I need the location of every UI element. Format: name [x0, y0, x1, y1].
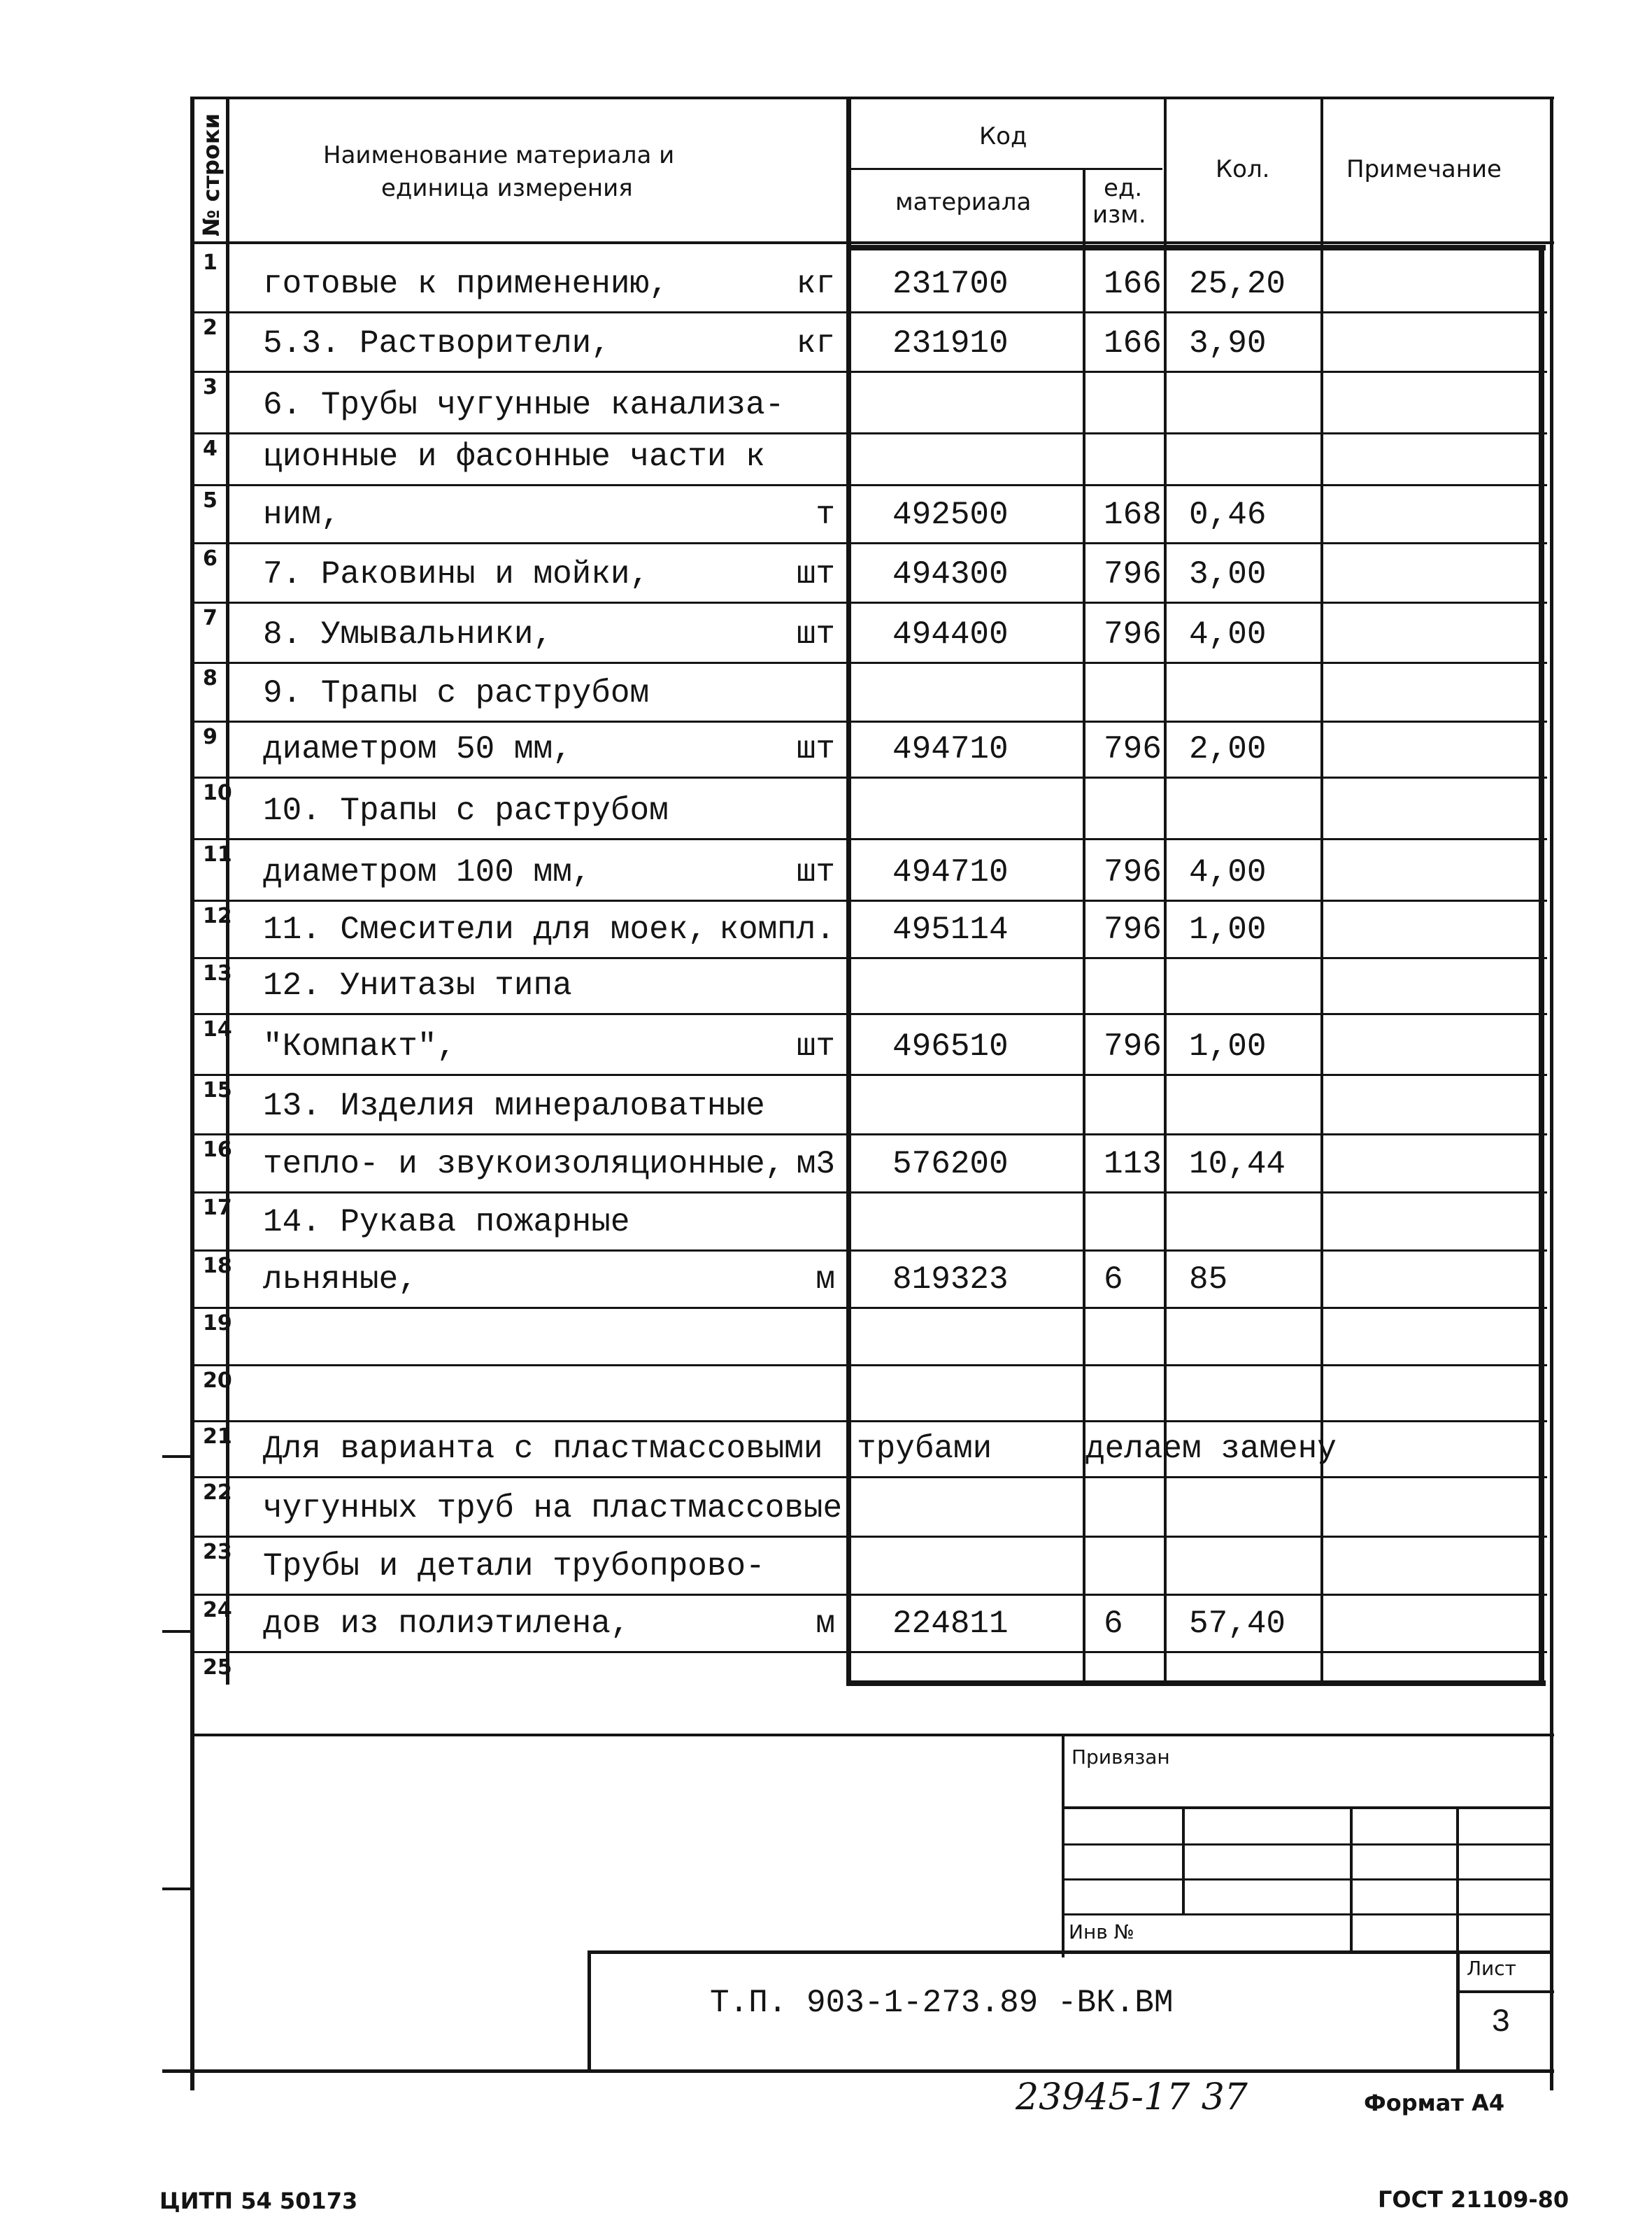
row-number: 10	[203, 781, 232, 805]
unit-name: шт	[796, 616, 835, 653]
row-separator	[190, 484, 1547, 486]
row-separator	[190, 1651, 1547, 1653]
row-separator	[190, 662, 1547, 664]
title-box-left	[588, 1950, 591, 2071]
unit-code: 796	[1104, 912, 1162, 948]
stamp-grid-h3	[1062, 1913, 1551, 1915]
row-separator	[190, 602, 1547, 604]
code-sub-line	[848, 168, 1162, 170]
material-name: 7. Раковины и мойки,	[263, 556, 650, 593]
note-header: Примечание	[1346, 155, 1502, 183]
material-name: Трубы и детали трубопрово-	[263, 1548, 765, 1585]
material-code: 231910	[892, 325, 1009, 362]
quantity: 1,00	[1189, 912, 1267, 948]
material-code: 819323	[892, 1261, 1009, 1298]
unit-name: компл.	[719, 912, 835, 948]
stamp-band-top	[190, 1734, 1554, 1736]
row-number: 4	[203, 437, 218, 461]
material-name: диаметром 50 мм,	[263, 731, 572, 767]
row-separator	[190, 432, 1547, 434]
row-number: 8	[203, 666, 218, 690]
row-separator	[190, 1364, 1547, 1366]
row-number: 18	[203, 1254, 232, 1278]
material-name: 11. Смесители для моек,	[263, 912, 707, 948]
row-number: 23	[203, 1540, 232, 1564]
material-name: тепло- и звукоизоляционные,	[263, 1146, 785, 1182]
unit-code: 796	[1104, 854, 1162, 891]
row-separator	[190, 838, 1547, 840]
unit-code: 6	[1104, 1261, 1123, 1298]
row-number: 1	[203, 250, 218, 275]
row-number: 11	[203, 842, 232, 867]
stamp-grid-v1	[1182, 1806, 1185, 1915]
name-header-line-2: единица измерения	[381, 174, 633, 202]
frame-bottom	[162, 2069, 1554, 2073]
row-separator	[190, 900, 1547, 902]
unit-header-2: изм.	[1092, 201, 1146, 229]
row-separator	[190, 1476, 1547, 1478]
material-name: готовые к применению,	[263, 266, 669, 302]
stamp-grid-v2	[1350, 1806, 1353, 1953]
material-code: 496510	[892, 1028, 1009, 1065]
material-code: 492500	[892, 497, 1009, 533]
row-number: 22	[203, 1480, 232, 1505]
data-frame-right	[1539, 245, 1544, 1686]
quantity: 1,00	[1189, 1028, 1267, 1065]
material-name: 5.3. Растворители,	[263, 325, 611, 362]
row-separator	[190, 1013, 1547, 1015]
stamp-grid-h2	[1062, 1878, 1551, 1881]
material-header: материала	[895, 188, 1032, 216]
material-name: диаметром 100 мм,	[263, 854, 592, 891]
material-code: 494710	[892, 854, 1009, 891]
row-number: 12	[203, 904, 232, 928]
unit-name: т	[816, 497, 835, 533]
data-frame-top	[846, 245, 1546, 250]
unit-name: шт	[796, 556, 835, 593]
row-separator	[190, 1133, 1547, 1135]
row-number: 17	[203, 1196, 232, 1220]
material-name: льняные,	[263, 1261, 418, 1298]
unit-code: 796	[1104, 616, 1162, 653]
row-number: 19	[203, 1311, 232, 1336]
material-name: 10. Трапы с раструбом	[263, 793, 669, 829]
title-box-top	[588, 1950, 1553, 1954]
unit-code: 166	[1104, 325, 1162, 362]
unit-name: шт	[796, 854, 835, 891]
row-number: 16	[203, 1138, 232, 1162]
unit-code: 796	[1104, 1028, 1162, 1065]
row-separator	[190, 542, 1547, 544]
row-number: 3	[203, 375, 218, 399]
row-separator	[190, 777, 1547, 779]
material-name: 13. Изделия минераловатные	[263, 1088, 765, 1124]
row-number: 21	[203, 1424, 232, 1449]
material-code: 576200	[892, 1146, 1009, 1182]
quantity: 3,00	[1189, 556, 1267, 593]
material-name: ционные и фасонные части к	[263, 439, 765, 475]
bound-label: Привязан	[1071, 1745, 1170, 1769]
stamp-bound-line	[1062, 1806, 1551, 1809]
margin-tick-1	[162, 1455, 194, 1458]
qty-header: Кол.	[1216, 155, 1270, 183]
row-separator	[190, 1191, 1547, 1194]
material-code: трубами	[857, 1431, 992, 1467]
name-header-line-1: Наименование материала и	[323, 141, 675, 169]
row-number: 15	[203, 1078, 232, 1103]
unit-name: м	[816, 1261, 835, 1298]
unit-name: м	[816, 1606, 835, 1642]
row-number: 20	[203, 1368, 232, 1393]
stamp-grid-h1	[1062, 1843, 1551, 1846]
material-name: 6. Трубы чугунные канализа-	[263, 387, 785, 423]
row-separator	[190, 1420, 1547, 1422]
col-name-line	[846, 97, 851, 1685]
margin-tick-3	[162, 1888, 194, 1890]
row-number: 5	[203, 488, 218, 513]
material-code: 494710	[892, 731, 1009, 767]
material-code: 224811	[892, 1606, 1009, 1642]
quantity: 3,90	[1189, 325, 1267, 362]
material-name: 12. Унитазы типа	[263, 968, 572, 1004]
row-number: 24	[203, 1598, 232, 1622]
material-name: ним,	[263, 497, 341, 533]
unit-name: шт	[796, 1028, 835, 1065]
row-separator	[190, 1074, 1547, 1076]
stamp-grid-v3	[1456, 1806, 1459, 1953]
unit-name: кг	[796, 325, 835, 362]
row-number: 9	[203, 725, 218, 749]
quantity: 4,00	[1189, 854, 1267, 891]
material-name: "Компакт",	[263, 1028, 457, 1065]
material-name: 9. Трапы с раструбом	[263, 675, 650, 711]
format-label: Формат А4	[1364, 2090, 1505, 2116]
row-separator	[190, 1307, 1547, 1309]
row-separator	[190, 371, 1547, 373]
material-code: 231700	[892, 266, 1009, 302]
footer-right-code: ГОСТ 21109-80	[1378, 2186, 1569, 2213]
material-name: чугунных труб на пластмассовые	[263, 1490, 843, 1527]
material-code: 494300	[892, 556, 1009, 593]
unit-code: делаем замену	[1085, 1431, 1337, 1467]
row-number-header: № строки	[198, 113, 225, 237]
inv-label: Инв №	[1069, 1920, 1134, 1943]
data-frame-bottom	[846, 1680, 1546, 1686]
header-bottom-line	[190, 241, 1554, 244]
material-name: дов из полиэтилена,	[263, 1606, 630, 1642]
footer-left-code: ЦИТП 54 50173	[159, 2188, 358, 2214]
quantity: 10,44	[1189, 1146, 1286, 1182]
material-code: 494400	[892, 616, 1009, 653]
stamp-box-top	[1062, 1734, 1064, 1957]
unit-code: 6	[1104, 1606, 1123, 1642]
row-number: 6	[203, 546, 218, 571]
material-name: 14. Рукава пожарные	[263, 1204, 630, 1240]
material-name: Для варианта с пластмассовыми	[263, 1431, 823, 1467]
frame-top	[190, 97, 1554, 99]
frame-right	[1550, 97, 1553, 2090]
row-number: 25	[203, 1655, 232, 1680]
unit-name: шт	[796, 731, 835, 767]
unit-name: кг	[796, 266, 835, 302]
row-separator	[190, 1536, 1547, 1538]
sheet-number: 3	[1491, 2004, 1511, 2041]
row-separator	[190, 311, 1547, 313]
quantity: 57,40	[1189, 1606, 1286, 1642]
row-number: 2	[203, 316, 218, 340]
row-number: 13	[203, 961, 232, 986]
handwritten-number: 23945-17 37	[1016, 2076, 1248, 2118]
unit-code: 113	[1104, 1146, 1162, 1182]
margin-tick-2	[162, 1630, 194, 1633]
code-header: Код	[979, 122, 1027, 150]
row-separator	[190, 1249, 1547, 1252]
frame-left	[190, 97, 194, 2090]
sheet-box-left	[1456, 1950, 1460, 2071]
unit-header-1: ед.	[1104, 174, 1143, 202]
unit-code: 166	[1104, 266, 1162, 302]
row-separator	[190, 1594, 1547, 1596]
quantity: 2,00	[1189, 731, 1267, 767]
quantity: 85	[1189, 1261, 1228, 1298]
unit-name: м3	[796, 1146, 835, 1182]
sheet-label: Лист	[1467, 1957, 1516, 1980]
row-separator	[190, 721, 1547, 723]
quantity: 4,00	[1189, 616, 1267, 653]
quantity: 25,20	[1189, 266, 1286, 302]
document-code: Т.П. 903-1-273.89 -ВК.ВМ	[710, 1985, 1174, 2021]
row-number: 14	[203, 1017, 232, 1042]
unit-code: 796	[1104, 731, 1162, 767]
row-number: 7	[203, 606, 218, 630]
quantity: 0,46	[1189, 497, 1267, 533]
unit-code: 796	[1104, 556, 1162, 593]
material-name: 8. Умывальники,	[263, 616, 553, 653]
unit-code: 168	[1104, 497, 1162, 533]
sheet-box-mid	[1456, 1990, 1554, 1993]
row-separator	[190, 957, 1547, 959]
material-code: 495114	[892, 912, 1009, 948]
